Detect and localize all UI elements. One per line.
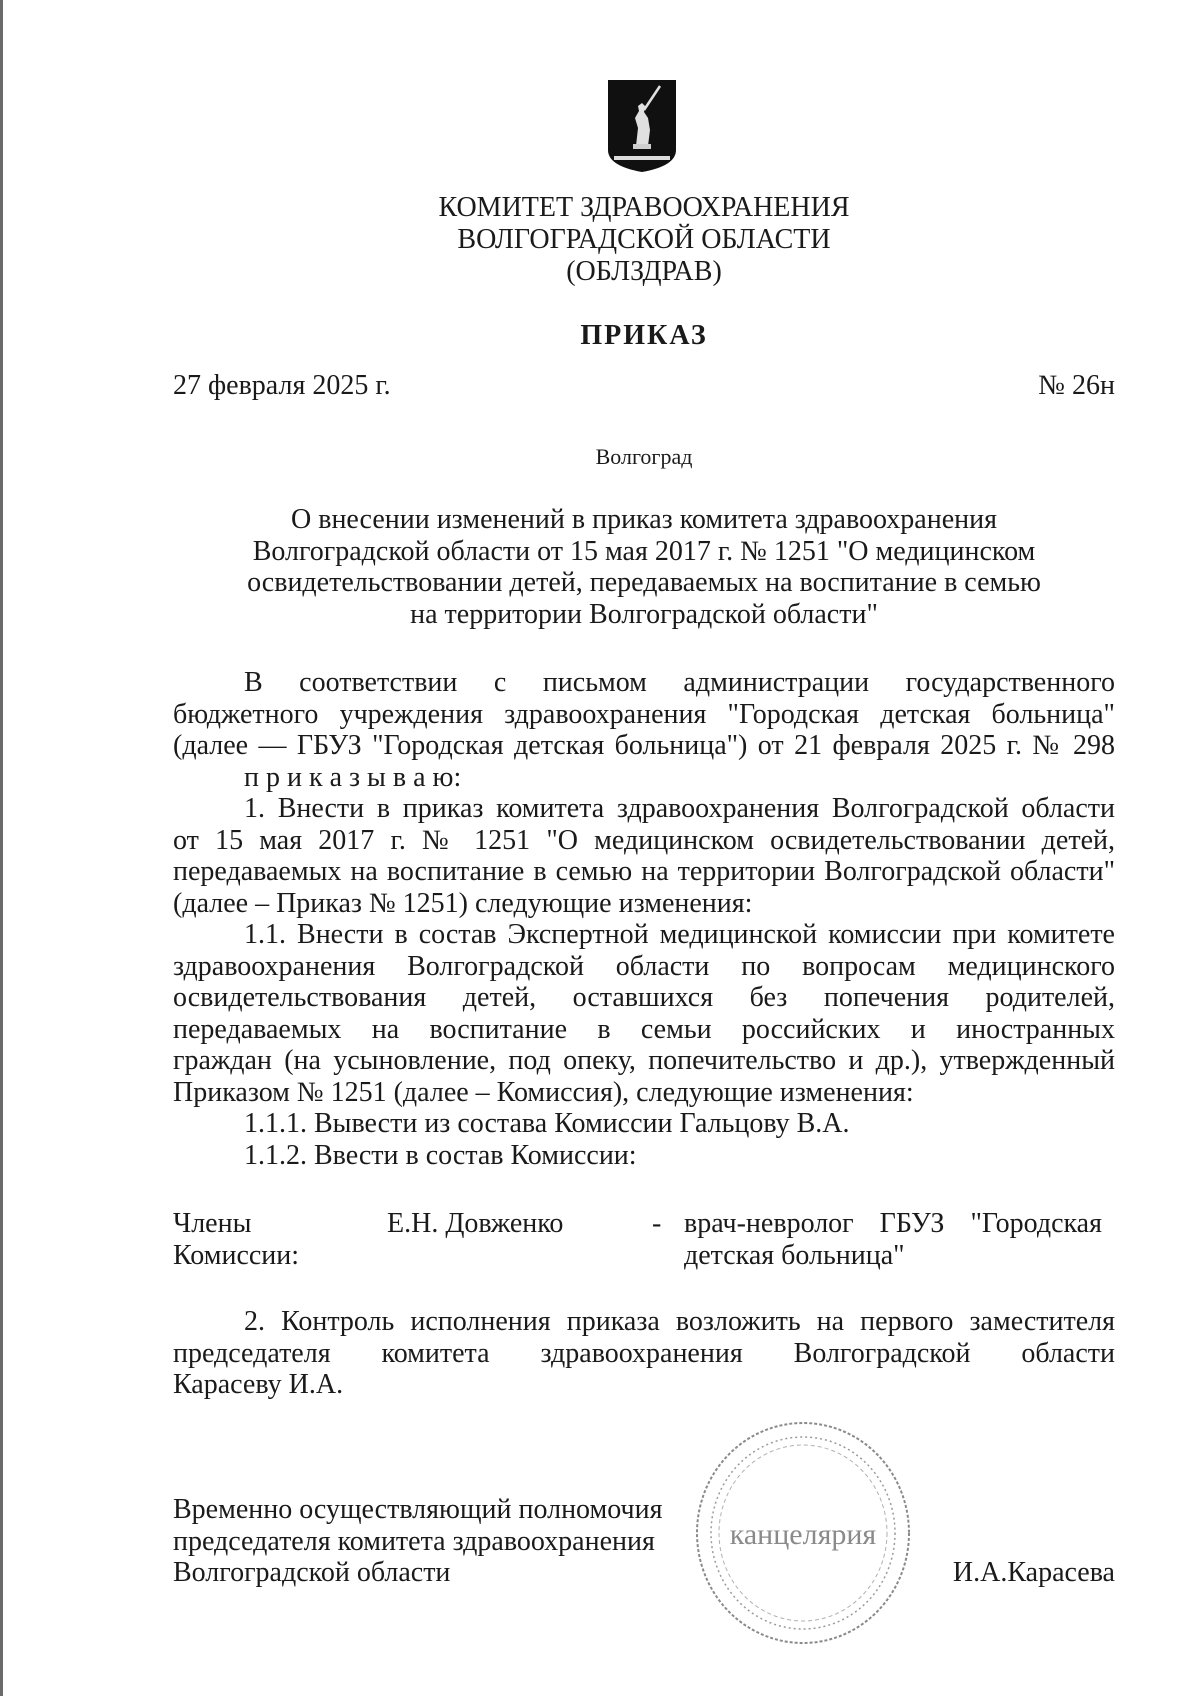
item-2-line: председателя комитета здравоохранения Волгоградской области <box>173 1337 1115 1369</box>
item-1-1-line: здравоохранения Волгоградской области по вопросам медицинского <box>173 950 1115 982</box>
subject-line: на территории Волгоградской области" <box>410 598 878 630</box>
item-1-1-line: передаваемых на воспитание в семьи российских и иностранных <box>173 1013 1115 1045</box>
item-1-1-1: 1.1.1. Вывести из состава Комиссии Гальцову В.А. <box>244 1108 850 1139</box>
stamp-text: канцелярия <box>729 1518 877 1551</box>
subject-line: Волгоградской области от 15 мая 2017 г. № 1251 "О медицинском <box>252 535 1036 567</box>
preamble-line: В соответствии с письмом администрации государственного <box>244 667 1115 698</box>
document-type: ПРИКАЗ <box>580 320 708 351</box>
signatory-title-line: Волгоградской области <box>173 1557 451 1588</box>
signatory-name: И.А.Карасева <box>952 1557 1115 1588</box>
item-2-line: Карасеву И.А. <box>173 1369 344 1400</box>
org-name-line1: КОМИТЕТ ЗДРАВООХРАНЕНИЯ <box>438 192 850 223</box>
item-2 <box>173 1306 1115 1401</box>
subject-line: О внесении изменений в приказ комитета здравоохранения <box>291 504 997 535</box>
org-name-line2: ВОЛГОГРАДСКОЙ ОБЛАСТИ <box>457 224 831 255</box>
member-description <box>684 1208 1102 1271</box>
item-1-1-line: Приказом № 1251 (далее – Комиссия), следующие изменения: <box>173 1076 914 1108</box>
preamble-line: (далее — ГБУЗ "Городская детская больница") от 21 февраля 2025 г. № 298 <box>173 730 1115 761</box>
item-1-line: 1. Внести в приказ комитета здравоохранения Волгоградской области <box>244 793 1115 824</box>
item-1-1-2: 1.1.2. Ввести в состав Комиссии: <box>244 1139 637 1171</box>
member-name: Е.Н. Довженко <box>387 1208 564 1239</box>
volgograd-emblem-icon <box>606 78 678 174</box>
item-1-1-line: освидетельствования детей, оставшихся без попечения родителей, <box>173 982 1115 1013</box>
subject-line: освидетельствовании детей, передаваемых на воспитание в семью <box>247 567 1041 598</box>
document-city: Волгоград <box>595 444 693 469</box>
document-body <box>173 667 1115 1171</box>
member-role-line: Комиссии: <box>173 1239 300 1271</box>
order-word: п р и к а з ы в а ю: <box>244 761 462 793</box>
document-number: № 26н <box>1038 370 1115 401</box>
member-dash: - <box>652 1208 662 1239</box>
preamble-line: бюджетного учреждения здравоохранения "Городская детская больница" <box>173 698 1115 730</box>
signatory-title <box>173 1494 662 1589</box>
signatory-title-line: Временно осуществляющий полномочия <box>173 1494 663 1525</box>
member-role-line: Члены <box>173 1208 252 1239</box>
document-date: 27 февраля 2025 г. <box>173 370 391 401</box>
document-subject <box>173 504 1115 630</box>
office-stamp <box>690 1420 916 1646</box>
item-1-line: от 15 мая 2017 г. № 1251 "О медицинском освидетельствовании детей, <box>173 824 1115 856</box>
item-1-1-line: 1.1. Внести в состав Экспертной медицинской комиссии при комитете <box>244 919 1115 950</box>
item-1-line: (далее – Приказ № 1251) следующие изменения: <box>173 887 753 919</box>
member-description-line: детская больница" <box>684 1239 905 1271</box>
signatory-title-line: председателя комитета здравоохранения <box>173 1525 655 1557</box>
item-1-line: передаваемых на воспитание в семью на территории Волгоградской области" <box>173 856 1115 887</box>
member-role <box>173 1208 299 1271</box>
item-2-line: 2. Контроль исполнения приказа возложить на первого заместителя <box>244 1306 1115 1337</box>
item-1-1-line: граждан (на усыновление, под опеку, попечительство и др.), утвержденный <box>173 1045 1115 1076</box>
org-name-line3: (ОБЛЗДРАВ) <box>566 256 722 287</box>
member-description-line: врач-невролог ГБУЗ "Городская <box>684 1208 1102 1239</box>
